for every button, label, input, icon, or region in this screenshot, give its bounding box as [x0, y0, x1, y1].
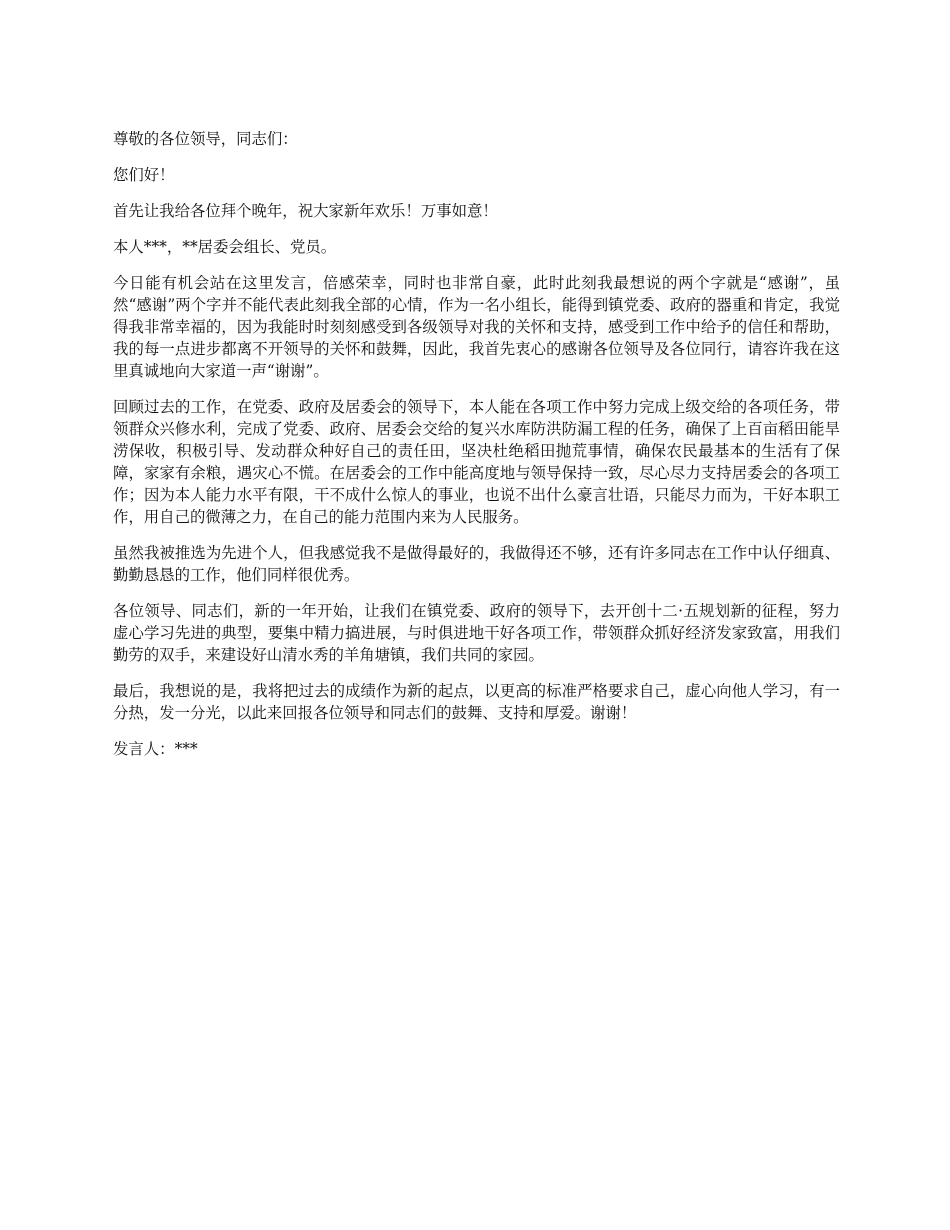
- outlook-paragraph: 各位领导、同志们，新的一年开始，让我们在镇党委、政府的领导下，去开创十二·五规划新的征程，努力虚心学习先进的典型，要集中精力搞进展，与时俱进地干好各项工作，带领群众抓好经济发家致富，用我们勤劳的双手，来建设好山清水秀的羊角塘镇，我们共同的家园。: [113, 602, 840, 664]
- document-body: [113, 128, 840, 774]
- new-year-wish: 首先让我给各位拜个晚年，祝大家新年欢乐！万事如意！: [113, 202, 498, 220]
- gratitude-paragraph: 今日能有机会站在这里发言，倍感荣幸，同时也非常自豪，此时此刻我最想说的两个字就是“感谢”，虽然“感谢”两个字并不能代表此刻我全部的心情，作为一名小组长，能得到镇党委、政府的器重和肯定，我觉得我非常幸福的，因为我能时时刻刻感受到各级领导对我的关怀和支持，感受到工作中给予的信任和帮助，我的每一点进步都离不开领导的关怀和鼓舞，因此，我首先衷心的感谢各位领导及各位同行，请容许我在这里真诚地向大家道一声“谢谢”。: [113, 274, 840, 380]
- speaker-signature: 发言人：***: [113, 740, 198, 758]
- self-intro: 本人***，**居委会组长、党员。: [113, 238, 337, 256]
- work-review-paragraph: 回顾过去的工作，在党委、政府及居委会的领导下，本人能在各项工作中努力完成上级交给的各项任务，带领群众兴修水利，完成了党委、政府、居委会交给的复兴水库防洪防漏工程的任务，确保了上百亩稻田能旱涝保收，积极引导、发动群众种好自己的责任田，坚决杜绝稻田抛荒事情，确保农民最基本的生活有了保障，家家有余粮，遇灾心不慌。在居委会的工作中能高度地与领导保持一致，尽心尽力支持居委会的各项工作；因为本人能力水平有限，干不成什么惊人的事业，也说不出什么豪言壮语，只能尽力而为，干好本职工作，用自己的微薄之力，在自己的能力范围内来为人民服务。: [113, 398, 840, 526]
- closing-paragraph: 最后，我想说的是，我将把过去的成绩作为新的起点，以更高的标准严格要求自己，虚心向他人学习，有一分热，发一分光，以此来回报各位领导和同志们的鼓舞、支持和厚爱。谢谢！: [113, 682, 840, 722]
- modesty-paragraph: 虽然我被推选为先进个人，但我感觉我不是做得最好的，我做得还不够，还有许多同志在工作中认仔细真、勤勤恳恳的工作，他们同样很优秀。: [113, 544, 840, 584]
- salutation: 尊敬的各位领导，同志们：: [113, 130, 298, 148]
- greeting: 您们好！: [113, 166, 175, 184]
